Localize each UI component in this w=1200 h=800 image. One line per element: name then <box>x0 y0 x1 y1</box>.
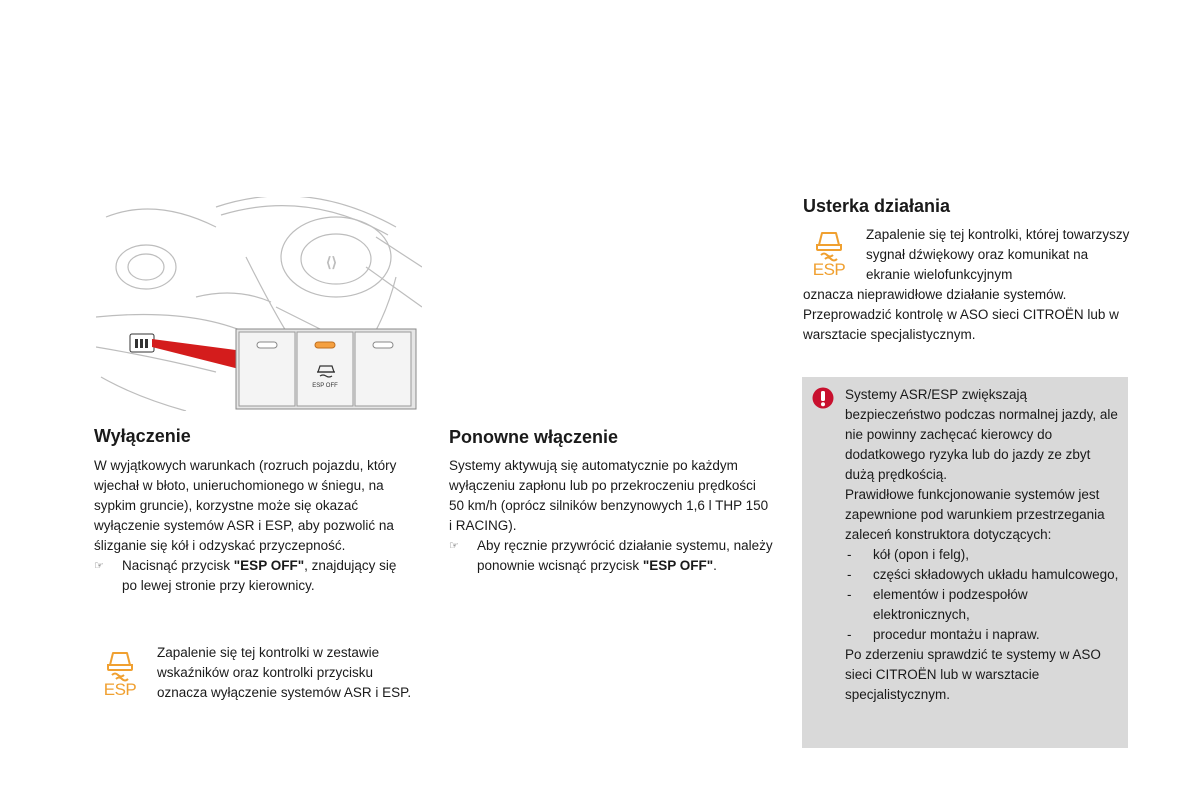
warning-intro: Systemy ASR/ESP zwiększają bezpieczeństwo podczas normalnej jazdy, ale nie powinny zachęcać kierowcy do dodatkowego ryzyka lub do jazdy ze zbyt dużą prędkością. <box>845 387 1118 482</box>
esp-warning-lamp-icon <box>102 645 138 701</box>
warning-box <box>802 377 1128 748</box>
bullet-bold-text: "ESP OFF" <box>233 558 305 573</box>
esp-fault-lamp-icon <box>811 225 847 281</box>
section-reenable-body <box>449 456 773 576</box>
section-disable-paragraph: W wyjątkowych warunkach (rozruch pojazdu, który wjechał w błoto, unieruchomionego w śniegu, na sypkim gruncie), korzystne może się okazać wyłączenie systemów ASR i ESP, aby pozwolić na ślizganie się kół i odzyskać przyczepność. <box>94 458 397 553</box>
esp-lamp-text: ESP <box>103 680 137 699</box>
section-reenable-paragraph: Systemy aktywują się automatycznie po każdym wyłączeniu zapłonu lub po przekroczeniu prędkości 50 km/h (oprócz silników benzynowych 1,6 l THP 150 i RACING). <box>449 458 769 533</box>
warning-outro: Po zderzeniu sprawdzić te systemy w ASO sieci CITROËN lub w warsztacie specjalistycznym. <box>845 647 1101 702</box>
section-reenable-bullet <box>449 536 773 576</box>
section-disable-lamp-text: Zapalenie się tej kontrolki w zestawie wskaźników oraz kontrolki przycisku oznacza wyłączenie systemów ASR i ESP. <box>157 645 412 700</box>
section-disable-body <box>94 456 414 596</box>
dashboard-illustration <box>96 197 422 411</box>
warning-list-item: - elementów i podzespołów elektronicznych, <box>845 585 1120 625</box>
warning-conditions: Prawidłowe funkcjonowanie systemów jest zapewnione pod warunkiem przestrzegania zaleceń konstruktora dotyczących: <box>845 487 1105 542</box>
section-reenable-title: Ponowne włączenie <box>449 427 619 447</box>
warning-list-item: - kół (opon i felg), <box>845 545 1120 565</box>
bullet-bold-text: "ESP OFF" <box>642 558 714 573</box>
warning-text <box>845 385 1120 705</box>
esp-lamp-text: ESP <box>812 260 846 279</box>
section-disable-title: Wyłączenie <box>94 426 191 446</box>
svg-text:⟨⟩: ⟨⟩ <box>326 256 337 271</box>
bullet-text: Aby ręcznie przywrócić działanie systemu, należy ponownie wcisnąć przycisk <box>477 538 773 573</box>
warning-list-item: - części składowych układu hamulcowego, <box>845 565 1120 585</box>
section-disable-bullet <box>94 556 414 596</box>
section-fault-title: Usterka działania <box>803 196 951 216</box>
section-fault-lamp-text: Zapalenie się tej kontrolki, której towarzyszy sygnał dźwiękowy oraz komunikat na ekranie wielofunkcyjnym <box>866 227 1130 282</box>
bullet-text-end: . <box>713 558 717 573</box>
esp-off-button-label: ESP OFF <box>312 383 338 389</box>
warning-list-item: - procedur montażu i napraw. <box>845 625 1120 645</box>
pointing-hand-icon: ☞ <box>449 540 459 552</box>
bullet-text: Nacisnąć przycisk <box>122 558 234 573</box>
pointing-hand-icon: ☞ <box>94 560 104 572</box>
section-fault-continuation: oznacza nieprawidłowe działanie systemów. Przeprowadzić kontrolę w ASO sieci CITROËN lub w warsztacie specjalistycznym. <box>803 287 1119 342</box>
exclamation-warning-icon <box>812 387 834 409</box>
warning-list <box>845 545 1120 645</box>
bullet-text-end: , znajdujący się po lewej stronie przy kierownicy. <box>122 558 397 593</box>
dashboard-drawing <box>96 197 422 411</box>
